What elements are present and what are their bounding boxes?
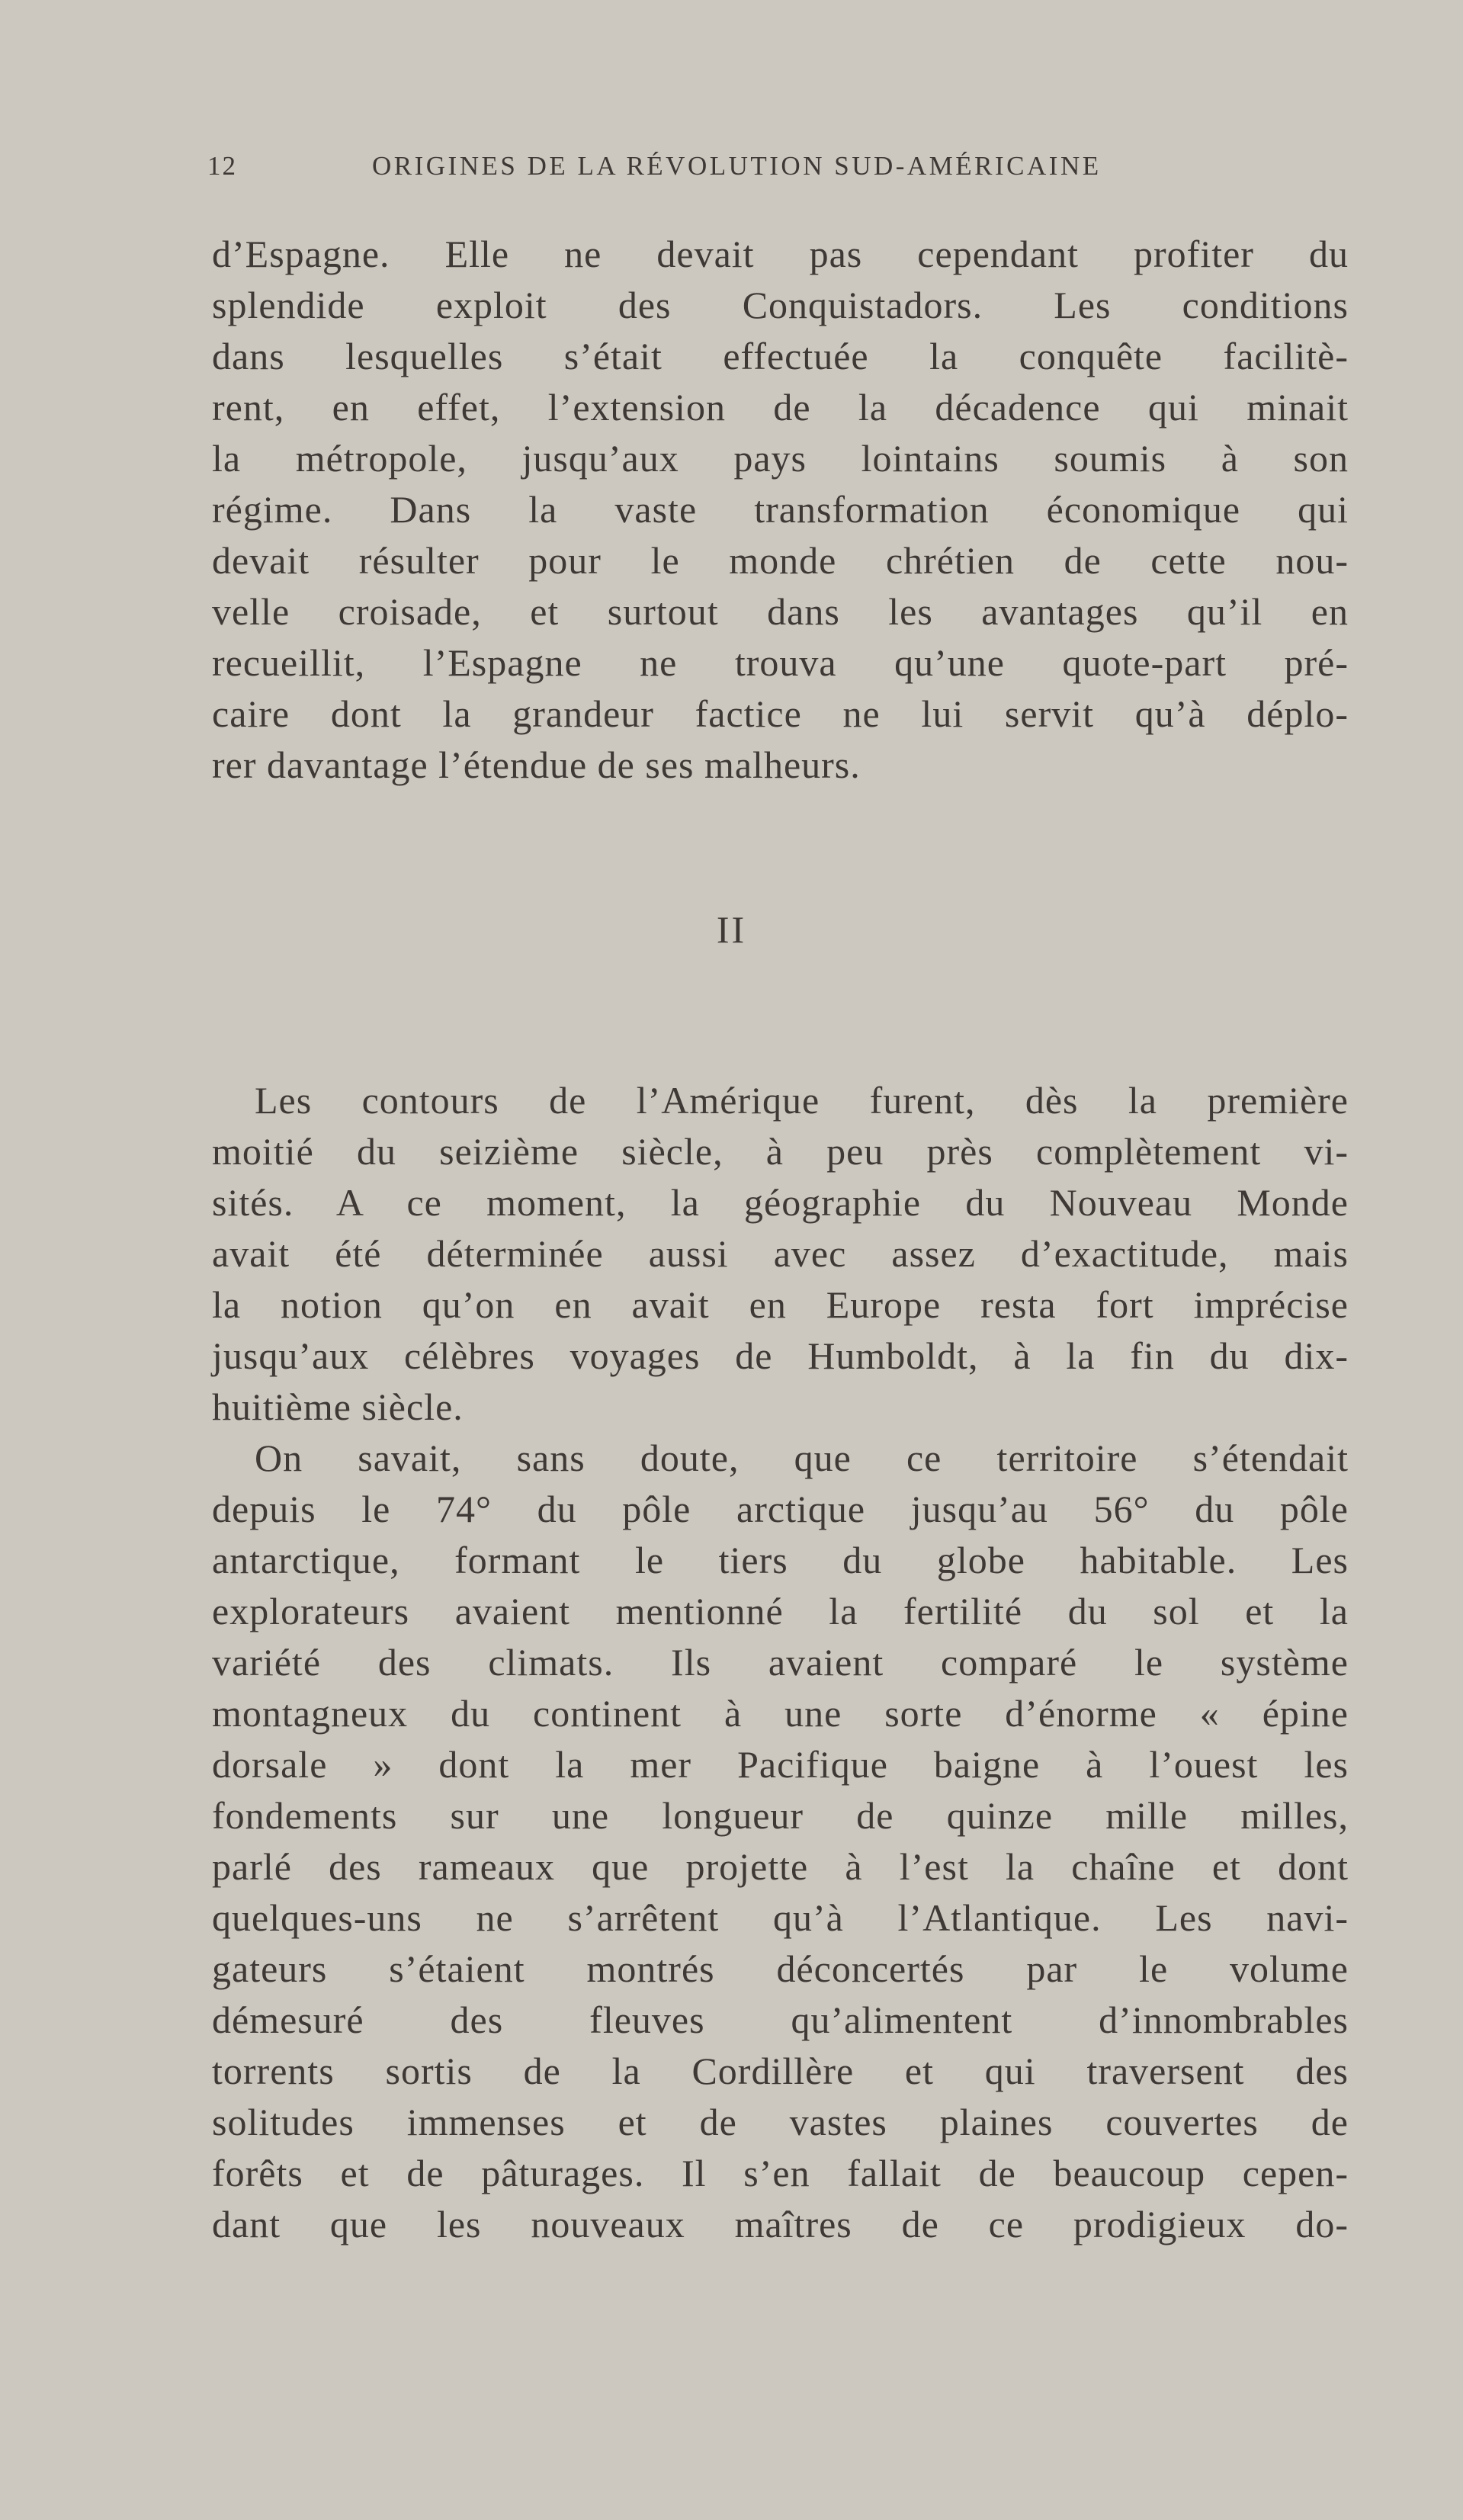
text-line: explorateurs avaient mentionné la fertilité du sol et la [212,1590,1349,1632]
text-line: rer davantage l’étendue de ses malheurs. [212,743,861,786]
text-line: avait été déterminée aussi avec assez d’exactitude, mais [212,1232,1349,1275]
text-line: huitième siècle. [212,1385,464,1428]
text-line: montagneux du continent à une sorte d’énorme « épine [212,1692,1349,1735]
text-line: forêts et de pâturages. Il s’en fallait de beaucoup cepen- [212,2152,1349,2194]
text-line: variété des climats. Ils avaient comparé le système [212,1641,1349,1684]
text-line: rent, en effet, l’extension de la décadence qui minait [212,386,1349,429]
paragraph-2 [212,1075,1349,1433]
text-line: régime. Dans la vaste transformation économique qui [212,488,1349,531]
text-line: On savait, sans doute, que ce territoire s’étendait [255,1437,1349,1479]
running-title: ORIGINES DE LA RÉVOLUTION SUD-AMÉRICAINE [372,151,1102,181]
text-line: la métropole, jusqu’aux pays lointains soumis à son [212,437,1349,480]
text-line: sités. A ce moment, la géographie du Nouveau Monde [212,1181,1349,1224]
text-line: solitudes immenses et de vastes plaines couvertes de [212,2101,1349,2143]
text-line: gateurs s’étaient montrés déconcertés par le volume [212,1947,1349,1990]
text-line: dant que les nouveaux maîtres de ce prodigieux do- [212,2203,1349,2246]
text-line: jusqu’aux célèbres voyages de Humboldt, à la fin du dix- [212,1334,1349,1377]
text-line: caire dont la grandeur factice ne lui servit qu’à déplo- [212,692,1349,735]
text-line: devait résulter pour le monde chrétien de cette nou- [212,539,1349,582]
text-line: velle croisade, et surtout dans les avantages qu’il en [212,590,1349,633]
text-line: recueillit, l’Espagne ne trouva qu’une quote-part pré- [212,641,1349,684]
text-line: démesuré des fleuves qu’alimentent d’innombrables [212,1998,1349,2041]
section-heading: II [716,908,747,951]
paragraph-1 [212,229,1349,791]
text-line: parlé des rameaux que projette à l’est la chaîne et dont [212,1845,1349,1888]
text-line: depuis le 74° du pôle arctique jusqu’au 56° du pôle [212,1488,1349,1530]
text-line: splendide exploit des Conquistadors. Les conditions [212,284,1349,326]
text-line: d’Espagne. Elle ne devait pas cependant profiter du [212,233,1349,275]
page-number: 12 [207,151,237,181]
running-head [207,151,1198,197]
text-line: dorsale » dont la mer Pacifique baigne à l’ouest les [212,1743,1349,1786]
text-line: moitié du seizième siècle, à peu près complètement vi- [212,1130,1349,1173]
text-line: dans lesquelles s’était effectuée la conquête facilitè- [212,335,1349,377]
paragraph-3 [212,1433,1349,2250]
text-line: quelques-uns ne s’arrêtent qu’à l’Atlantique. Les navi- [212,1896,1349,1939]
text-line: Les contours de l’Amérique furent, dès la première [255,1079,1349,1122]
text-line: la notion qu’on en avait en Europe resta fort imprécise [212,1283,1349,1326]
text-line: torrents sortis de la Cordillère et qui traversent des [212,2050,1349,2092]
text-line: antarctique, formant le tiers du globe habitable. Les [212,1539,1349,1581]
text-line: fondements sur une longueur de quinze mille milles, [212,1794,1349,1837]
